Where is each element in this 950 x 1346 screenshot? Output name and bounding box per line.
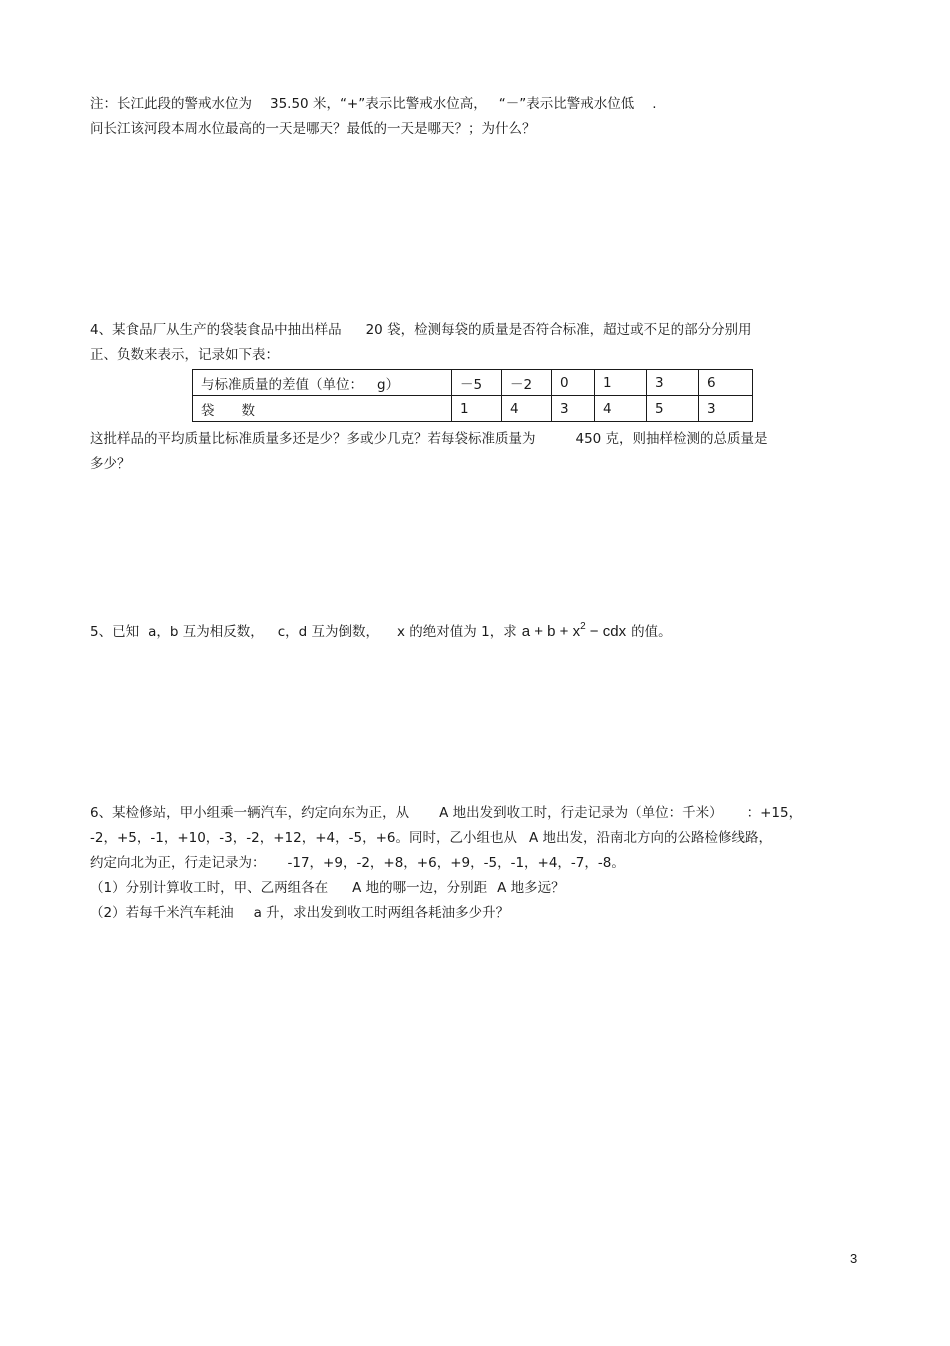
q5-text-d: x 的绝对值为 1，求 <box>397 624 517 640</box>
q6-sub1-a: （1）分别计算收工时，甲、乙两组各在 <box>90 880 329 896</box>
q5-text-c: c，d 互为倒数， <box>277 624 380 640</box>
note-text-a: 注：长江此段的警戒水位为 <box>90 96 252 112</box>
quality-table <box>192 369 753 422</box>
table-cell: 4 <box>502 396 552 422</box>
note-text-b: 35.50 米，“+”表示比警戒水位高， <box>270 96 487 112</box>
table-cell: 1 <box>452 396 502 422</box>
table-row <box>193 370 753 396</box>
table-cell: 0 <box>552 370 595 396</box>
table-cell: 1 <box>595 370 647 396</box>
q6-text-2a: -2，+5，-1，+10，-3，-2，+12，+4，-5，+6。同时，乙小组也从 <box>90 830 517 846</box>
q6-sub-2 <box>90 904 509 922</box>
table-count-label: 袋 数 <box>193 396 452 422</box>
table-cell: 3 <box>552 396 595 422</box>
q4-after-text-a: 这批样品的平均质量比标准质量多还是少？多或少几克？若每袋标准质量为 <box>90 431 536 447</box>
q6-text-2b: A 地出发，沿南北方向的公路检修线路， <box>528 830 773 846</box>
q6-sub2-a: （2）若每千米汽车耗油 <box>90 905 234 921</box>
expr-exponent: 2 <box>580 621 586 632</box>
q4-after-line-2: 多少？ <box>90 456 131 472</box>
q6-sub1-b: A 地的哪一边，分别距 <box>352 880 488 896</box>
q4-text-b: 20 袋，检测每袋的质量是否符合标准，超过或不足的部分分别用 <box>365 322 752 338</box>
header-unit: g） <box>377 376 400 393</box>
q4-line-2: 正、负数来表示，记录如下表： <box>90 347 279 363</box>
table-cell: 3 <box>647 370 699 396</box>
q6-sub2-b: a 升，求出发到收工时两组各耗油多少升？ <box>253 905 510 921</box>
q6-text-3b: -17，+9，-2，+8，+6，+9，-5，-1，+4，-7，-8。 <box>287 855 625 871</box>
q4-line-1 <box>90 321 752 339</box>
q6-line-1 <box>90 804 802 822</box>
q6-text-1c: ：+15， <box>746 805 803 821</box>
q6-text-1b: A 地出发到收工时，行走记录为（单位：千米） <box>439 805 723 821</box>
q6-text-3a: 约定向北为正，行走记录为： <box>90 855 266 871</box>
q6-text-1a: 6、某检修站，甲小组乘一辆汽车，约定向东为正，从 <box>90 805 410 821</box>
q4-after-line-1 <box>90 430 768 448</box>
note-line-1 <box>90 95 657 113</box>
q6-sub1-c: A 地多远？ <box>497 880 565 896</box>
q4-after-text-b: 450 克，则抽样检测的总质量是 <box>575 431 768 447</box>
q6-sub-1 <box>90 879 565 897</box>
note-text-c: “－”表示比警戒水位低 <box>498 96 635 112</box>
q5-line <box>90 618 672 641</box>
table-cell: 3 <box>699 396 753 422</box>
table-cell: 6 <box>699 370 753 396</box>
q6-line-3 <box>90 854 625 872</box>
q5-text-e: 的值。 <box>631 624 672 640</box>
expr-main: a + b + x <box>521 623 581 640</box>
table-header-cell <box>193 370 452 396</box>
q6-line-2 <box>90 829 772 847</box>
q5-expression <box>522 623 626 640</box>
q5-text-b: a，b 互为相反数， <box>148 624 264 640</box>
q4-text-a: 4、某食品厂从生产的袋装食品中抽出样品 <box>90 322 342 338</box>
expr-tail: − cdx <box>585 623 627 640</box>
note-line-2: 问长江该河段本周水位最高的一天是哪天？最低的一天是哪天？；为什么？ <box>90 121 536 137</box>
page-number: 3 <box>850 1251 858 1266</box>
header-label: 与标准质量的差值（单位： <box>201 376 363 393</box>
q5-text-a: 5、已知 <box>90 624 140 640</box>
table-cell: －2 <box>502 370 552 396</box>
table-cell: 4 <box>595 396 647 422</box>
note-text-d: . <box>652 96 657 112</box>
table-cell: 5 <box>647 396 699 422</box>
table-row <box>193 396 753 422</box>
table-cell: －5 <box>452 370 502 396</box>
